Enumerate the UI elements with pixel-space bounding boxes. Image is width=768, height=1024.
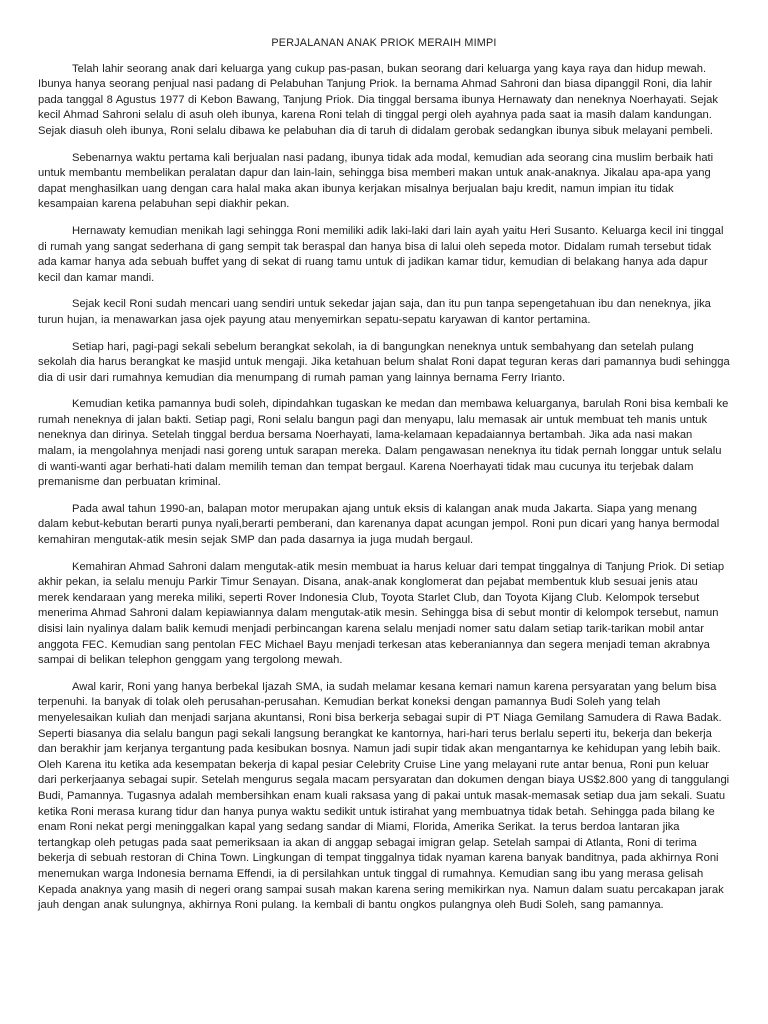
- paragraph-2: Sebenarnya waktu pertama kali berjualan nasi padang, ibunya tidak ada modal, kemudian ada seorang cina muslim berbaik hati untuk membantu membelikan peralatan dapur dan lain-lain, sehingga bisa memberi makan untuk anak-anaknya. Jikalau apa-apa yang dapat menghasilkan uang dengan cara halal maka akan ibunya kerjakan misalnya berjualan baju kredit, namun impian itu tidak kesampaian karena pelabuhan sepi diakhir pekan.: [38, 151, 714, 211]
- paragraph-7: Pada awal tahun 1990-an, balapan motor merupakan ajang untuk eksis di kalangan anak muda Jakarta. Siapa yang menang dalam kebut-kebutan berarti punya nyali,berarti pemberani, dan karenanya dapat acungan jempol. Roni pun dicari yang hanya bermodal kemahiran mengutak-atik mesin sejak SMP dan pada dasarnya ia juga mudah bergaul.: [38, 502, 720, 547]
- paragraph-5: Setiap hari, pagi-pagi sekali sebelum berangkat sekolah, ia di bangungkan neneknya untuk sembahyang dan setelah pulang sekolah dia harus berangkat ke masjid untuk mengaji. Jika ketahuan belum shalat Roni dapat teguran keras dari pamannya budi sehingga dia di usir dari rumahnya kemudian dia menumpang di rumah paman yang lainnya bernama Ferry Irianto.: [38, 340, 730, 384]
- paragraph-8: Kemahiran Ahmad Sahroni dalam mengutak-atik mesin membuat ia harus keluar dari tempat tinggalnya di Tanjung Priok. Di setiap akhir pekan, ia selalu menuju Parkir Timur Senayan. Disana, anak-anak konglomerat dan pejabat membentuk klub sesuai jenis atau merek kendaraan yang mereka miliki, seperti Rover Indonesia Club, Toyota Starlet Club, dan Toyota Kijang Club. Kelompok tersebut menerima Ahmad Sahroni dalam kepiawiannya dalam mengutak-atik mesin. Sehingga bisa di sebut montir di kelompok tersebut, namun disisi lain nyalinya dalam balik kemudi menjadi perbincangan karena selalu menjadi nomer satu dalam setiap tarik-tarikan mobil antar anggota FEC. Kemudian sang pentolan FEC Michael Bayu menjadi terkesan atas keberaniannya dan segera menjadi teman akrabnya sampai di belikan telephon genggam yang tergolong mewah.: [38, 560, 725, 667]
- paragraph-3: Hernawaty kemudian menikah lagi sehingga Roni memiliki adik laki-laki dari lain ayah yaitu Heri Susanto. Keluarga kecil ini tinggal di rumah yang sangat sederhana di gang sempit tak beraspal dan hanya bisa di lalui oleh sepeda motor. Didalam rumah tersebut tidak ada kamar hanya ada sebuah buffet yang di sekat di ruang tamu untuk di jadikan kamar tidur, kemudian di belakang hanya ada dapur kecil dan kamar mandi.: [38, 224, 724, 284]
- paragraph-6: Kemudian ketika pamannya budi soleh, dipindahkan tugaskan ke medan dan membawa keluarganya, barulah Roni bisa kembali ke rumah neneknya di jalan bakti. Setiap pagi, Roni selalu bangun pagi dan menyapu, lalu memasak air untuk membuat teh manis untuk neneknya dan dirinya. Setelah tinggal berdua bersama Noerhayati, lama-kelamaan kepadaiannya bertambah. Jika ada nasi makan malam, ia mengolahnya menjadi nasi goreng untuk sarapan mereka. Dalam pengawasan neneknya itu tidak pernah longgar untuk selalu di wanti-wanti agar berhati-hati dalam memilih teman dan tempat bergaul. Karena Noerhayati tidak mau cucunya itu terjebak dalam premanisme dan perbuatan kriminal.: [38, 398, 729, 489]
- paragraph-4: Sejak kecil Roni sudah mencari uang sendiri untuk sekedar jajan saja, dan itu pun tanpa sepengetahuan ibu dan neneknya, jika turun hujan, ia menawarkan jasa ojek payung atau menyemirkan sepatu-sepatu karyawan di kantor pertamina.: [38, 298, 711, 326]
- paragraph-1: Telah lahir seorang anak dari keluarga yang cukup pas-pasan, bukan seorang dari keluarga yang kaya raya dan hidup mewah. Ibunya hanya seorang penjual nasi padang di Pelabuhan Tanjung Priok. Ia bernama Ahmad Sahroni dan biasa dipanggil Roni, dia lahir pada tanggal 8 Agustus 1977 di Kebon Bawang, Tanjung Priok. Dia tinggal bersama ibunya Hernawaty dan neneknya Noerhayati. Sejak kecil Ahmad Sahroni selalu di asuh oleh ibunya, karena Roni telah di tinggal pergi oleh ayahnya pada saat ia masih dalam kandungan. Sejak diasuh oleh ibunya, Roni selalu dibawa ke pelabuhan dia di taruh di didalam gerobak sedangkan ibunya sibuk melayani pembeli.: [38, 62, 718, 137]
- document-title: PERJALANAN ANAK PRIOK MERAIH MIMPI: [271, 37, 497, 49]
- paragraph-9: Awal karir, Roni yang hanya berbekal Ijazah SMA, ia sudah melamar kesana kemari namun karena persyaratan yang belum bisa terpenuhi. Ia banyak di tolak oleh perusahan-perusahan. Kemudian berkat koneksi dengan pamannya Budi Soleh yang telah menyelesaikan kuliah dan menjadi sarjana akuntansi, Roni bisa berkerja sebagai supir di PT Niaga Gemilang Samudera di Rawa Badak. Seperti biasanya dia selalu bangun pagi sekali langsung berangkat ke kantornya, hari-hari terus berlalu seperti itu, bekerja dan bekerja dan berakhir jam kerjanya tergantung pada kesibukan bosnya. Namun jadi supir tidak akan mengantarnya ke kehidupan yang lebih baik. Oleh Karena itu ketika ada kesempatan bekerja di kapal pesiar Celebrity Cruise Line yang melayani rute antar benua, Roni pun keluar dari perkerjaanya sebagai supir. Setelah mengurus segala macam persyaratan dan dokumen dengan biaya US$2.800 yang di tanggulangi Budi, Pamannya. Tugasnya adalah membersihkan enam kuali raksasa yang di pakai untuk masak-memasak setiap dua jam sekali. Suatu ketika Roni merasa kurang tidur dan hanya punya waktu sedikit untuk istirahat yang membuatnya tidak betah. Sehingga pada bilang ke enam Roni nekat pergi meninggalkan kapal yang sedang sandar di Miami, Florida, Amerika Serikat. Ia terus berdoa lantaran jika tertangkap oleh petugas pada saat pemeriksaan ia akan di anggap sebagai imigran gelap. Setelah sampai di Atlanta, Roni di terima bekerja di sebuah restoran di China Town. Lingkungan di tempat tinggalnya tidak nyaman karena banyak banditnya, pada akhirnya Roni menemukan warga Indonesia bernama Effendi, ia di persilahkan untuk tinggal di rumahnya. Kemudian sang ibu yang merasa gelisah Kepada anaknya yang masih di negeri orang sampai susah makan karena sering memikirkan nya. Namun dalam suatu percakapan jarak jauh dengan anak sulungnya, akhirnya Roni pulang. Ia kembali di bantu ongkos pulangnya oleh Budi Soleh, sang pamannya.: [38, 680, 730, 912]
